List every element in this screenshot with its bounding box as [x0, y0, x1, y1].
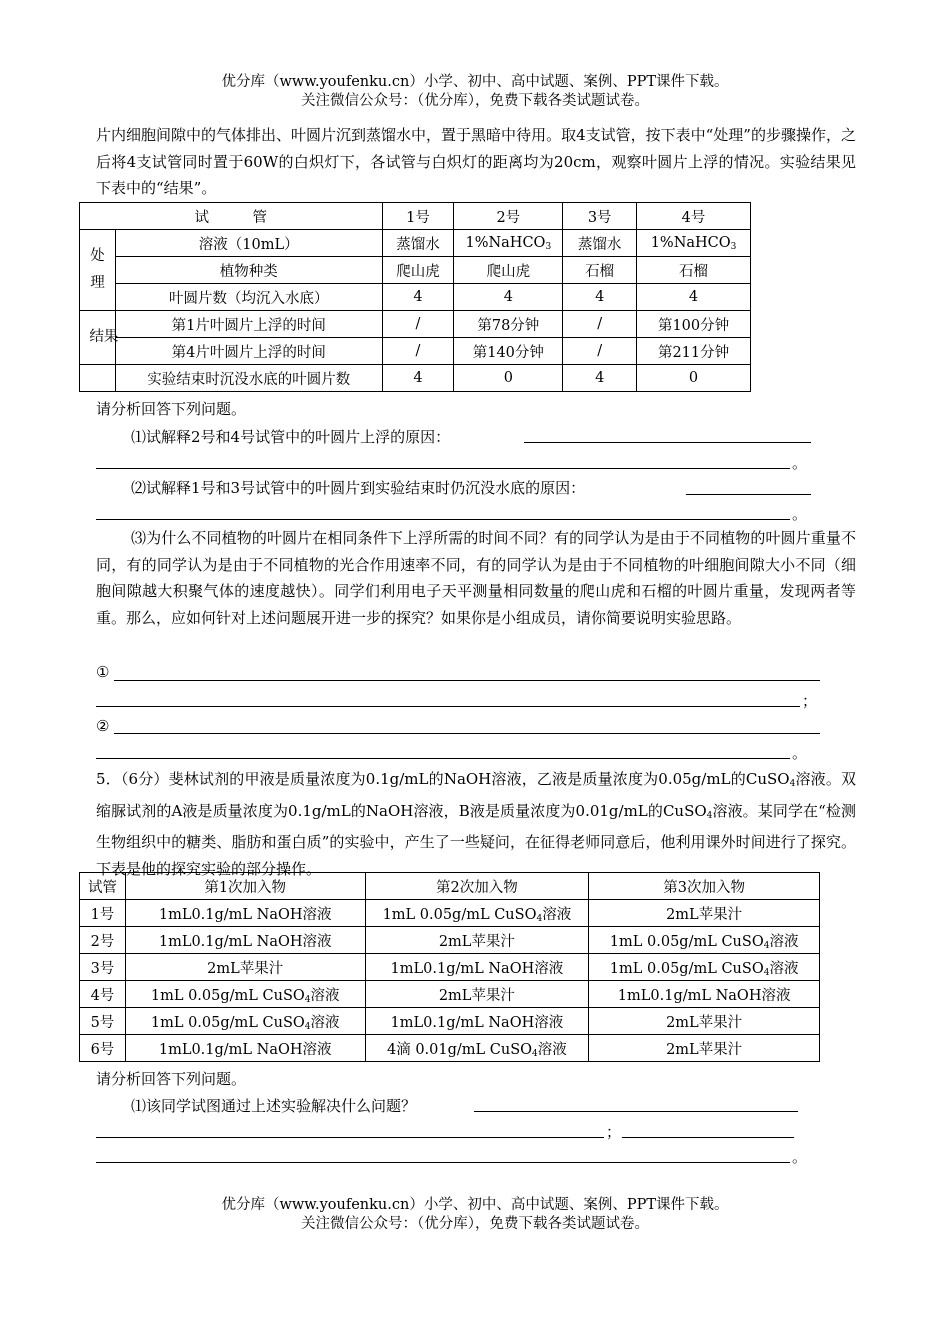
table-cell: 2mL苹果汁	[365, 927, 589, 954]
q5-semicolon: ；	[606, 1123, 622, 1141]
table-row	[80, 338, 751, 365]
table-cell: 4号	[80, 981, 126, 1008]
q5-header-3: 第3次加入物	[589, 873, 820, 900]
header-line-1: 优分库（www.youfenku.cn）小学、初中、高中试题、案例、PPT课件下载。	[221, 74, 729, 90]
table-row	[80, 954, 820, 981]
q4-period-3: 。	[792, 744, 808, 762]
table-cell: 4滴 0.01g/mL CuSO$_4$溶液	[365, 1035, 589, 1062]
q5-prompt: 请分析回答下列问题。	[96, 1070, 247, 1088]
table-row	[80, 365, 751, 392]
table-cell: 1号	[80, 900, 126, 927]
q4-row-label: 植物种类	[115, 257, 382, 284]
q4-row-label: 第1片叶圆片上浮的时间	[115, 311, 382, 338]
q4-row-label: 实验结束时沉没水底的叶圆片数	[115, 365, 382, 392]
table-cell: 爬山虎	[382, 257, 454, 284]
q5-answer-1d-line[interactable]	[96, 1162, 790, 1163]
q5-question-1: ⑴该同学试图通过上述实验解决什么问题？	[131, 1097, 417, 1115]
q4-question-2: ⑵试解释1号和3号试管中的叶圆片到实验结束时仍沉没水底的原因：	[131, 479, 586, 497]
footer-line-2: 关注微信公众号：（优分库），免费下载各类试题试卷。	[301, 1216, 649, 1232]
q4-answer-1b-line[interactable]	[96, 468, 790, 469]
q4-answer-3a-line[interactable]	[114, 680, 820, 681]
table-cell: 蒸馏水	[563, 230, 637, 257]
q4-answer-3b-line[interactable]	[96, 706, 800, 707]
table-cell: 第211分钟	[637, 338, 751, 365]
table-cell: 第78分钟	[454, 311, 563, 338]
table-cell: 4	[637, 284, 751, 311]
q4-header-3: 3号	[563, 203, 637, 230]
table-cell: 1mL0.1g/mL NaOH溶液	[589, 981, 820, 1008]
table-cell: 4	[382, 365, 454, 392]
table-cell: 1mL0.1g/mL NaOH溶液	[125, 1035, 365, 1062]
table-cell: 1mL 0.05g/mL CuSO$_4$溶液	[125, 981, 365, 1008]
q5-header-1: 第1次加入物	[125, 873, 365, 900]
table-cell: 1mL 0.05g/mL CuSO$_4$溶液	[589, 927, 820, 954]
table-cell: 4	[563, 365, 637, 392]
q5-answer-1a-line[interactable]	[474, 1111, 798, 1112]
q4-row-label: 溶液（10mL）	[115, 230, 382, 257]
table-cell: 第100分钟	[637, 311, 751, 338]
q4-answer-1a-line[interactable]	[524, 442, 811, 443]
q4-intro-text: 片内细胞间隙中的气体排出、叶圆片沉到蒸馏水中，置于黑暗中待用。取4支试管，按下表中“处理”的步骤操作，之后将4支试管同时置于60W的白炽灯下，各试管与白炽灯的距离均为20cm，观察叶圆片上浮的情况。实验结果见下表中的“结果”。	[96, 126, 856, 197]
table-row	[80, 257, 751, 284]
q4-semicolon: ；	[802, 692, 818, 710]
table-cell: 爬山虎	[454, 257, 563, 284]
q4-answer-2b-line[interactable]	[96, 519, 790, 520]
page-footer	[0, 1196, 950, 1234]
q5-header-tube: 试管	[80, 873, 126, 900]
q5-intro	[96, 766, 856, 882]
table-cell: 0	[454, 365, 563, 392]
table-cell: 1mL0.1g/mL NaOH溶液	[125, 927, 365, 954]
table-cell: 2mL苹果汁	[589, 1035, 820, 1062]
table-row	[80, 311, 751, 338]
q4-answer-2a-line[interactable]	[686, 494, 811, 495]
q4-mark-2: ②	[96, 717, 110, 735]
q4-header-4: 4号	[637, 203, 751, 230]
q4-question-3-block	[96, 525, 856, 631]
table-cell: 蒸馏水	[382, 230, 454, 257]
q4-period-1: 。	[792, 454, 808, 472]
table-cell: 1mL0.1g/mL NaOH溶液	[125, 900, 365, 927]
table-cell: 4	[382, 284, 454, 311]
q4-header-2: 2号	[454, 203, 563, 230]
q5-answer-1b-line[interactable]	[96, 1137, 604, 1138]
q4-prompt: 请分析回答下列问题。	[96, 400, 247, 418]
q4-group-result	[80, 311, 119, 365]
q4-period-2: 。	[792, 505, 808, 523]
table-cell: /	[382, 311, 454, 338]
q4-answer-3c-line[interactable]	[114, 733, 820, 734]
q4-intro	[96, 122, 856, 202]
table-cell: 1mL 0.05g/mL CuSO$_4$溶液	[589, 954, 820, 981]
q4-header-tube: 试 管	[80, 203, 383, 230]
table-row	[80, 927, 820, 954]
table-cell: 4	[563, 284, 637, 311]
table-row	[80, 900, 820, 927]
table-cell: 1%NaHCO$_3$	[454, 230, 563, 257]
table-cell: 1mL0.1g/mL NaOH溶液	[365, 954, 589, 981]
table-cell: 第140分钟	[454, 338, 563, 365]
q4-question-1: ⑴试解释2号和4号试管中的叶圆片上浮的原因：	[131, 428, 451, 446]
q4-row-label: 叶圆片数（均沉入水底）	[115, 284, 382, 311]
q4-group-result-label: 结果	[89, 329, 119, 345]
footer-line-1: 优分库（www.youfenku.cn）小学、初中、高中试题、案例、PPT课件下载。	[221, 1197, 729, 1213]
q5-header-2: 第2次加入物	[365, 873, 589, 900]
page-header	[0, 73, 950, 111]
table-row	[80, 981, 820, 1008]
table-row	[80, 1008, 820, 1035]
table-cell: 2mL苹果汁	[125, 954, 365, 981]
q4-answer-3d-line[interactable]	[96, 758, 790, 759]
table-cell: 1mL 0.05g/mL CuSO$_4$溶液	[365, 900, 589, 927]
table-cell: 石榴	[563, 257, 637, 284]
table-cell: 2mL苹果汁	[365, 981, 589, 1008]
table-cell: /	[563, 311, 637, 338]
q4-mark-1: ①	[96, 663, 110, 681]
table-cell: 0	[637, 365, 751, 392]
q5-answer-1c-line[interactable]	[622, 1137, 794, 1138]
q5-table-header-row	[80, 873, 820, 900]
q4-header-1: 1号	[382, 203, 454, 230]
table-cell: 5号	[80, 1008, 126, 1035]
q4-group-treatment	[80, 230, 116, 311]
q4-table-header-row	[80, 203, 751, 230]
q4-row-label: 第4片叶圆片上浮的时间	[115, 338, 382, 365]
table-cell: 2号	[80, 927, 126, 954]
table-cell: 3号	[80, 954, 126, 981]
q5-period: 。	[792, 1148, 808, 1166]
table-cell: 1mL 0.05g/mL CuSO$_4$溶液	[125, 1008, 365, 1035]
q4-question-3: ⑶为什么不同植物的叶圆片在相同条件下上浮所需的时间不同？有的同学认为是由于不同植物的叶圆片重量不同，有的同学认为是由于不同植物的光合作用速率不同，有的同学认为是由于不同植物的叶细胞间隙大小不同（细胞间隙越大积聚气体的速度越快）。同学们利用电子天平测量相同数量的爬山虎和石榴的叶圆片重量，发现两者等重。那么，应如何针对上述问题展开进一步的探究？如果你是小组成员，请你简要说明实验思路。	[96, 529, 856, 627]
table-cell: 6号	[80, 1035, 126, 1062]
table-cell: 石榴	[637, 257, 751, 284]
table-cell: /	[382, 338, 454, 365]
table-cell: /	[563, 338, 637, 365]
table-row	[80, 1035, 820, 1062]
q5-table	[79, 872, 820, 1062]
table-row	[80, 284, 751, 311]
table-cell: 2mL苹果汁	[589, 900, 820, 927]
table-cell: 1mL0.1g/mL NaOH溶液	[365, 1008, 589, 1035]
table-cell: 4	[454, 284, 563, 311]
table-cell: 1%NaHCO$_3$	[637, 230, 751, 257]
header-line-2: 关注微信公众号：（优分库），免费下载各类试题试卷。	[301, 93, 649, 109]
q4-group-treatment-label: 处理	[90, 248, 105, 291]
table-cell: 2mL苹果汁	[589, 1008, 820, 1035]
q4-table	[79, 202, 751, 392]
q5-intro-text: 5．（6分）斐林试剂的甲液是质量浓度为0.1g/mL的NaOH溶液，乙液是质量浓度为0.05g/mL的CuSO$_4$溶液。双缩脲试剂的A液是质量浓度为0.1g/mL的NaOH溶液，B液是质量浓度为0.01g/mL的CuSO$_4$溶液。某同学在“检测生物组织中的糖类、脂肪和蛋白质”的实验中，产生了一些疑问，在征得老师同意后，他利用课外时间进行了探究。下表是他的探究实验的部分操作。	[96, 770, 856, 878]
table-row	[80, 230, 751, 257]
table-cell	[80, 365, 116, 392]
